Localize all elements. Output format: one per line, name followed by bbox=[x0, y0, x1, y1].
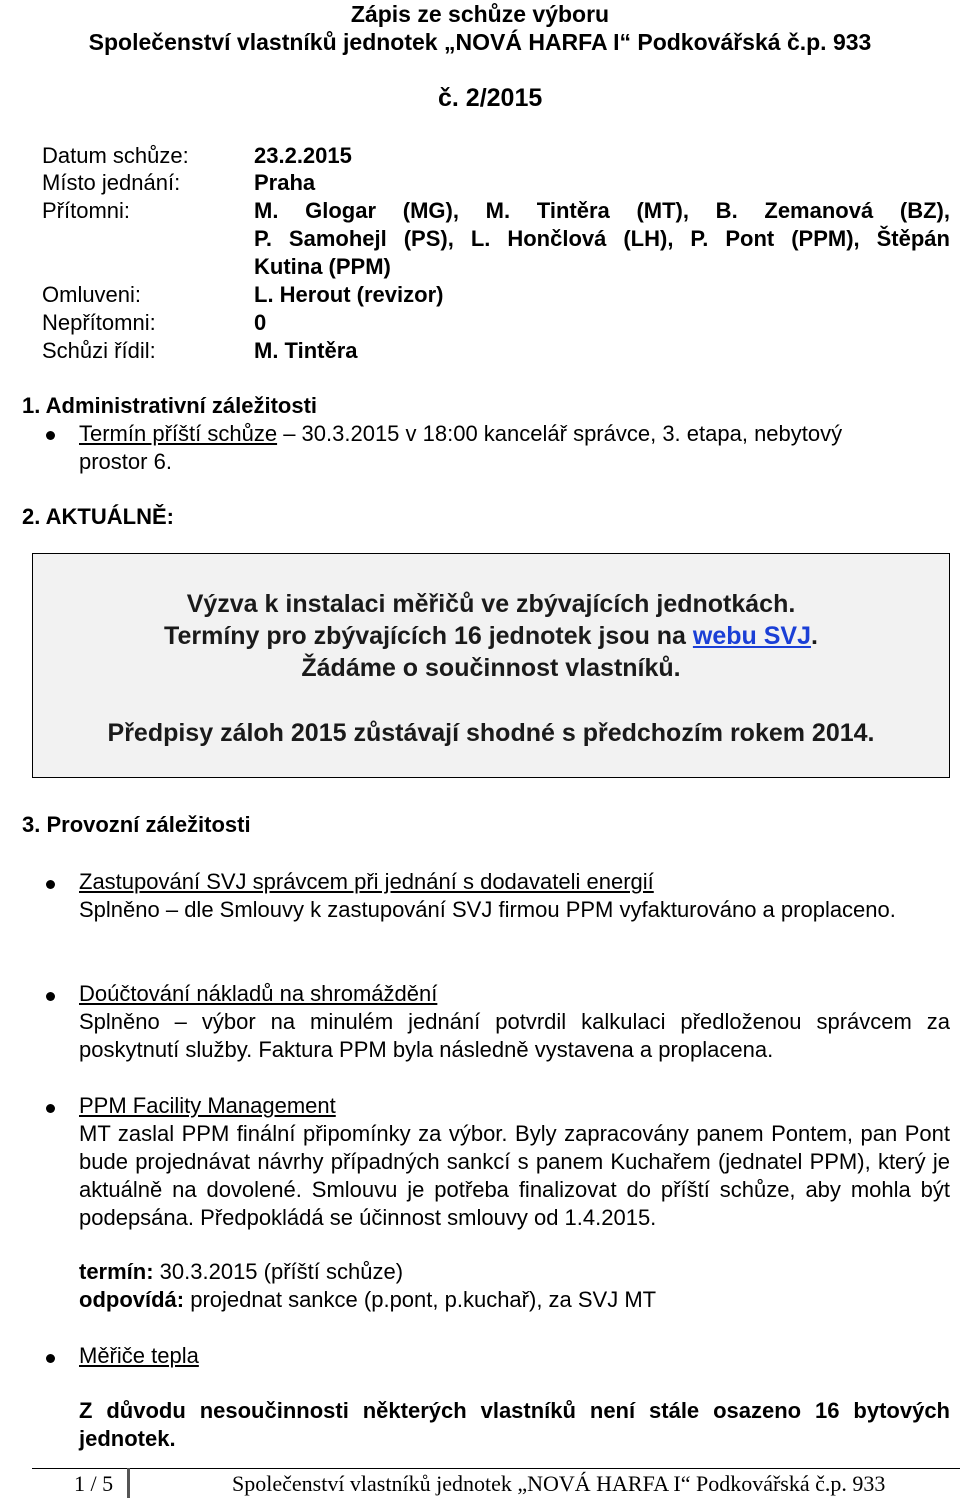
section-2-heading: 2. AKTUÁLNĚ: bbox=[22, 504, 174, 529]
bullet-icon bbox=[46, 1104, 55, 1113]
section-1-item-cont: prostor 6. bbox=[79, 449, 172, 474]
item-meters-title: Měřiče tepla bbox=[79, 1343, 199, 1368]
item-meters-text: Z důvodu nesoučinnosti některých vlastníků není stále osazeno 16 bytových jednotek. bbox=[79, 1398, 950, 1451]
excused-label: Omluveni: bbox=[42, 282, 142, 307]
notice-line-2 bbox=[33, 622, 949, 650]
next-meeting-details: – 30.3.2015 v 18:00 kancelář správce, 3. etapa, nebytový bbox=[277, 421, 843, 446]
item-ppm-title: PPM Facility Management bbox=[79, 1093, 336, 1118]
minutes-number: č. 2/2015 bbox=[438, 84, 543, 112]
section-1-heading: 1. Administrativní záležitosti bbox=[22, 393, 318, 418]
notice-line-4: Předpisy záloh 2015 zůstávají shodné s předchozím rokem 2014. bbox=[107, 719, 875, 747]
next-meeting-label: Termín příští schůze bbox=[79, 421, 278, 446]
notice-line-3: Žádáme o součinnost vlastníků. bbox=[301, 654, 681, 682]
responsible-value: projednat sankce (p.pont, p.kuchař), za SVJ MT bbox=[184, 1287, 657, 1312]
absent-label: Nepřítomni: bbox=[42, 310, 156, 335]
present-label: Přítomni: bbox=[42, 198, 131, 223]
item-energy-title: Zastupování SVJ správcem při jednání s dodavateli energií bbox=[79, 869, 654, 894]
announcement-box bbox=[32, 553, 950, 778]
responsible-label: odpovídá: bbox=[79, 1287, 185, 1312]
chair-value: M. Tintěra bbox=[254, 338, 358, 363]
document-title bbox=[0, 0, 960, 56]
section-1-item bbox=[79, 420, 950, 448]
place-label: Místo jednání: bbox=[42, 170, 181, 195]
bullet-icon bbox=[46, 1354, 55, 1363]
notice-line-1: Výzva k instalaci měřičů ve zbývajících jednotkách. bbox=[186, 590, 796, 618]
bullet-icon bbox=[46, 992, 55, 1001]
item-ppm-responsible bbox=[79, 1286, 656, 1314]
bullet-icon bbox=[46, 880, 55, 889]
bullet-icon bbox=[46, 431, 55, 440]
notice-line-2-end: . bbox=[811, 622, 818, 650]
deadline-label: termín: bbox=[79, 1259, 154, 1284]
web-svj-link[interactable]: webu SVJ bbox=[692, 622, 811, 650]
date-label: Datum schůze: bbox=[42, 143, 189, 168]
present-line-1: M. Glogar (MG), M. Tintěra (MT), B. Zemanová (BZ), bbox=[254, 198, 950, 223]
item-billing-title: Doúčtování nákladů na shromáždění bbox=[79, 981, 438, 1006]
title-line-2: Společenství vlastníků jednotek „NOVÁ HARFA I“ Podkovářská č.p. 933 bbox=[88, 29, 872, 55]
notice-line-2-text: Termíny pro zbývajících 16 jednotek jsou na bbox=[164, 622, 693, 650]
page-number: 1 / 5 bbox=[74, 1471, 114, 1496]
present-line-3: Kutina (PPM) bbox=[254, 254, 391, 279]
chair-label: Schůzi řídil: bbox=[42, 338, 156, 363]
date-value: 23.2.2015 bbox=[254, 143, 352, 168]
section-3-heading: 3. Provozní záležitosti bbox=[22, 812, 251, 837]
deadline-value: 30.3.2015 (příští schůze) bbox=[153, 1259, 404, 1284]
footer-rule bbox=[32, 1468, 960, 1469]
item-energy-text: Splněno – dle Smlouvy k zastupování SVJ firmou PPM vyfakturováno a proplaceno. bbox=[79, 897, 896, 922]
place-value: Praha bbox=[254, 170, 316, 195]
item-billing-text: Splněno – výbor na minulém jednání potvrdil kalkulaci předloženou správcem za poskytnutí služby. Faktura PPM byla následně vystavena a proplacena. bbox=[79, 1009, 950, 1062]
item-ppm-deadline bbox=[79, 1258, 403, 1286]
excused-value: L. Herout (revizor) bbox=[254, 282, 444, 307]
title-line-1: Zápis ze schůze výboru bbox=[350, 1, 610, 27]
present-line-2: P. Samohejl (PS), L. Hončlová (LH), P. Pont (PPM), Štěpán bbox=[254, 226, 950, 251]
absent-value: 0 bbox=[254, 310, 267, 335]
footer-organization: Společenství vlastníků jednotek „NOVÁ HARFA I“ Podkovářská č.p. 933 bbox=[232, 1471, 886, 1496]
item-ppm-text: MT zaslal PPM finální připomínky za výbor. Byly zapracovány panem Pontem, pan Pont bude projednávat návrhy případných sankcí s panem Kuchařem (jednatel PPM), který je aktuálně na dovolené. Smlouvu je potřeba finalizovat do příští schůze, aby mohla být podepsána. Předpokládá se účinnost smlouvy od 1.4.2015. bbox=[79, 1121, 950, 1230]
footer-separator bbox=[127, 1468, 130, 1498]
